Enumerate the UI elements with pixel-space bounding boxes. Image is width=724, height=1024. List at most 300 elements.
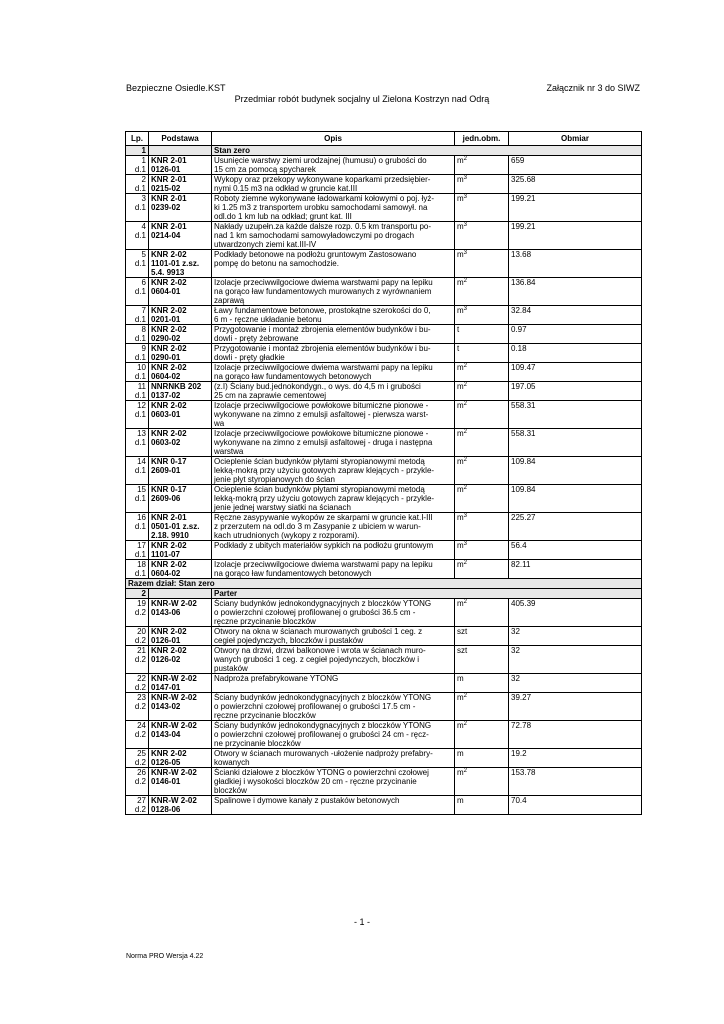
header-right: Załącznik nr 3 do SIWZ: [546, 83, 640, 93]
row-unit-cell: [455, 429, 509, 457]
table-row: [126, 250, 642, 278]
row-basis: NNRNKB 202: [151, 382, 202, 391]
row-basis: KNR 2-02: [151, 344, 187, 353]
table-row: [126, 401, 642, 429]
row-quantity: 32: [509, 674, 642, 693]
row-basis: 0290-01: [151, 353, 181, 362]
row-basis: KNR 2-02: [151, 749, 187, 758]
row-description: zaprawą: [214, 296, 245, 305]
row-unit-cell: [455, 749, 509, 768]
table-row: [126, 721, 642, 749]
column-header-basis: Podstawa: [149, 132, 212, 146]
row-description: Roboty ziemne wykonywane ładowarkami kołowymi o poj. łyż-: [214, 194, 435, 203]
row-unit-cell: [455, 194, 509, 222]
row-lp-cell: [126, 401, 149, 429]
row-lp-cell: [126, 768, 149, 796]
row-lp: d.2: [134, 758, 146, 767]
row-unit-exponent: 2: [463, 278, 468, 284]
row-lp: d.2: [134, 655, 146, 664]
row-description: odl.do 1 km lub na odkład; grunt kat. III: [214, 212, 352, 221]
row-quantity: 199.21: [509, 194, 642, 222]
row-unit-exponent: 3: [463, 194, 468, 200]
row-description: wa: [214, 419, 225, 428]
row-basis: 0146-01: [151, 777, 181, 786]
row-lp: 16: [137, 513, 146, 522]
row-lp: d.1: [134, 569, 146, 578]
row-description-cell: [212, 599, 455, 627]
row-description-cell: [212, 646, 455, 674]
row-description: Nadproża prefabrykowane YTONG: [214, 674, 339, 683]
row-basis: 0603-01: [151, 410, 181, 419]
row-basis: KNR 2-02: [151, 646, 187, 655]
row-lp: d.1: [134, 391, 146, 400]
row-basis-cell: [149, 796, 212, 815]
row-unit: m: [457, 674, 464, 683]
row-basis: 0143-06: [151, 608, 181, 617]
row-description: Nakłady uzupełn.za każde dalsze rozp. 0.5 km transportu po-: [214, 222, 432, 231]
row-basis-cell: [149, 175, 212, 194]
row-lp: 26: [137, 768, 146, 777]
table-row: [126, 599, 642, 627]
row-unit: m: [457, 541, 464, 550]
row-description-cell: [212, 222, 455, 250]
row-description: lekką-mokrą przy użyciu gotowych zapraw klejących - przykle-: [214, 466, 435, 475]
row-lp-cell: [126, 344, 149, 363]
row-description: Podkłady betonowe na podłożu gruntowym Zastosowano: [214, 250, 417, 259]
row-unit: m: [457, 156, 464, 165]
row-description: Ławy fundamentowe betonowe, prostokątne szerokości do 0,: [214, 306, 431, 315]
row-unit-cell: [455, 250, 509, 278]
row-unit-exponent: 2: [463, 599, 468, 605]
row-basis-cell: [149, 721, 212, 749]
row-description: wanych grubości 1 ceg. z cegieł pojedynczych, bloczków i: [214, 655, 419, 664]
row-description: Przygotowanie i montaż zbrojenia elementów budynków i bu-: [214, 325, 431, 334]
row-description-cell: [212, 768, 455, 796]
row-description: ręczne przycinanie bloczków: [214, 711, 316, 720]
row-unit-cell: [455, 325, 509, 344]
row-basis-cell: [149, 693, 212, 721]
row-description-cell: [212, 560, 455, 579]
row-unit: m: [457, 278, 464, 287]
row-unit-cell: [455, 363, 509, 382]
row-description: na gorąco ław fundamentowych betonowych: [214, 372, 372, 381]
row-basis: 0126-02: [151, 655, 181, 664]
row-lp-cell: [126, 721, 149, 749]
row-description: dowli - pręty żebrowane: [214, 334, 299, 343]
row-basis: 0201-01: [151, 315, 181, 324]
row-basis-cell: [149, 250, 212, 278]
row-description: z przerzutem na odl.do 3 m Zasypanie z ubiciem w warun-: [214, 522, 421, 531]
row-lp-cell: [126, 194, 149, 222]
row-unit: szt: [457, 627, 468, 636]
row-unit-exponent: 2: [463, 693, 468, 699]
row-lp: d.2: [134, 608, 146, 617]
row-description: dowli - pręty gładkie: [214, 353, 285, 362]
row-description: (z.I) Ściany bud.jednokondygn., o wys. do 4,5 m i grubości: [214, 382, 421, 391]
row-description-cell: [212, 796, 455, 815]
row-unit-exponent: 3: [463, 513, 468, 519]
row-unit-cell: [455, 646, 509, 674]
row-basis: KNR-W 2-02: [151, 768, 197, 777]
row-lp: d.1: [134, 259, 146, 268]
row-description: Izolacje przeciwwilgociowe dwiema warstwami papy na lepiku: [214, 560, 433, 569]
row-lp: 24: [137, 721, 146, 730]
row-unit-exponent: 3: [463, 541, 468, 547]
row-unit-cell: [455, 796, 509, 815]
row-unit: m: [457, 721, 464, 730]
row-description: 25 cm na zaprawie cementowej: [214, 391, 327, 400]
row-basis: KNR 2-02: [151, 429, 187, 438]
row-basis: 0604-02: [151, 372, 181, 381]
row-basis-cell: [149, 646, 212, 674]
row-lp: d.1: [134, 165, 146, 174]
row-lp: 27: [137, 796, 146, 805]
table-body: [126, 146, 642, 815]
row-description: ne przycinanie bloczków: [214, 739, 301, 748]
row-basis: 2.18. 9910: [151, 531, 189, 540]
row-description: gładkiej i wysokości bloczków 20 cm - ręczne przycinanie: [214, 777, 417, 786]
row-description-cell: [212, 457, 455, 485]
row-basis: 0239-02: [151, 203, 181, 212]
row-description: 6 m - ręczne układanie betonu: [214, 315, 322, 324]
row-quantity: 32: [509, 646, 642, 674]
table-row: [126, 485, 642, 513]
row-unit: m: [457, 599, 464, 608]
row-description: Izolacje przeciwwilgociowe dwiema warstwami papy na lepiku: [214, 278, 433, 287]
row-description: Ściany budynków jednokondygnacyjnych z bloczków YTONG: [214, 693, 432, 702]
row-basis: KNR-W 2-02: [151, 693, 197, 702]
row-basis: 2609-06: [151, 494, 181, 503]
row-basis-cell: [149, 344, 212, 363]
row-lp: 13: [137, 429, 146, 438]
row-description-cell: [212, 325, 455, 344]
row-basis-cell: [149, 278, 212, 306]
row-description: jenie jednej warstwy siatki na ścianach: [214, 503, 351, 512]
row-lp-cell: [126, 278, 149, 306]
row-basis-cell: [149, 457, 212, 485]
row-unit: m: [457, 513, 464, 522]
row-lp-cell: [126, 674, 149, 693]
row-unit-exponent: 2: [463, 457, 468, 463]
row-description: Przygotowanie i montaż zbrojenia elementów budynków i bu-: [214, 344, 431, 353]
row-quantity: 325.68: [509, 175, 642, 194]
row-basis: KNR 2-02: [151, 363, 187, 372]
row-quantity: 19.2: [509, 749, 642, 768]
row-lp: 10: [137, 363, 146, 372]
row-basis: 0604-02: [151, 569, 181, 578]
row-basis: 0126-01: [151, 165, 181, 174]
row-basis: KNR-W 2-02: [151, 796, 197, 805]
row-description: 15 cm za pomocą spycharek: [214, 165, 316, 174]
section-number: 2: [126, 589, 149, 599]
row-lp-cell: [126, 646, 149, 674]
row-basis: KNR 2-02: [151, 627, 187, 636]
row-unit-cell: [455, 513, 509, 541]
row-lp-cell: [126, 627, 149, 646]
row-basis-cell: [149, 222, 212, 250]
row-lp: d.2: [134, 683, 146, 692]
row-lp: d.1: [134, 203, 146, 212]
row-basis-cell: [149, 627, 212, 646]
row-lp: 17: [137, 541, 146, 550]
row-basis: 0603-02: [151, 438, 181, 447]
row-lp: 6: [141, 278, 146, 287]
row-unit-exponent: 3: [463, 306, 468, 312]
row-basis-cell: [149, 513, 212, 541]
row-unit-cell: [455, 156, 509, 175]
row-basis: KNR 2-01: [151, 175, 187, 184]
row-basis: KNR 2-02: [151, 560, 187, 569]
row-lp: 12: [137, 401, 146, 410]
row-basis: 0604-01: [151, 287, 181, 296]
table-row: [126, 429, 642, 457]
row-description: Podkłady z ubitych materiałów sypkich na podłożu gruntowym: [214, 541, 434, 550]
row-lp: 22: [137, 674, 146, 683]
row-description: Otwory w ścianach murowanych -ułożenie nadproży prefabry-: [214, 749, 433, 758]
row-description: utwardzonych ziemi kat.III-IV: [214, 240, 317, 249]
row-lp-cell: [126, 513, 149, 541]
page-number: - 1 -: [353, 917, 370, 927]
row-description: kowanych: [214, 758, 250, 767]
row-lp: 14: [137, 457, 146, 466]
row-description: Usunięcie warstwy ziemi urodzajnej (humusu) o grubości do: [214, 156, 427, 165]
row-description: cegieł pojedynczych, bloczków i pustaków: [214, 636, 363, 645]
row-quantity: 405.39: [509, 599, 642, 627]
row-unit-exponent: 2: [463, 429, 468, 435]
row-quantity: 32: [509, 627, 642, 646]
bill-of-quantities-table: [125, 131, 642, 815]
row-unit: m: [457, 485, 464, 494]
row-basis: 0215-02: [151, 184, 181, 193]
row-quantity: 82.11: [509, 560, 642, 579]
row-unit-cell: [455, 382, 509, 401]
row-unit: m: [457, 768, 464, 777]
row-quantity: 659: [509, 156, 642, 175]
row-quantity: 109.84: [509, 457, 642, 485]
row-basis: KNR 0-17: [151, 485, 187, 494]
row-basis-cell: [149, 560, 212, 579]
row-quantity: 72.78: [509, 721, 642, 749]
row-lp: 4: [141, 222, 146, 231]
row-basis-cell: [149, 401, 212, 429]
table-header-row: [126, 132, 642, 146]
table-row: [126, 222, 642, 250]
row-lp-cell: [126, 796, 149, 815]
row-description: warstwa: [214, 447, 244, 456]
row-unit: m: [457, 749, 464, 758]
table-row: [126, 513, 642, 541]
row-basis-cell: [149, 768, 212, 796]
row-lp-cell: [126, 175, 149, 194]
table-row: [126, 768, 642, 796]
row-unit-cell: [455, 674, 509, 693]
row-lp: d.2: [134, 730, 146, 739]
row-lp-cell: [126, 363, 149, 382]
row-lp-cell: [126, 749, 149, 768]
table-row: [126, 674, 642, 693]
row-lp-cell: [126, 325, 149, 344]
row-description: kach utrudnionych (wykopy z rozporami).: [214, 531, 360, 540]
row-basis: 0143-04: [151, 730, 181, 739]
row-unit-cell: [455, 485, 509, 513]
section-summary-row: [126, 579, 642, 589]
row-basis: KNR-W 2-02: [151, 674, 197, 683]
row-unit-cell: [455, 222, 509, 250]
row-basis-cell: [149, 156, 212, 175]
row-basis: 0147-01: [151, 683, 181, 692]
row-description: Ścianki działowe z bloczków YTONG o powierzchni czołowej: [214, 768, 429, 777]
row-quantity: 56.4: [509, 541, 642, 560]
row-description-cell: [212, 382, 455, 401]
row-basis: KNR 2-01: [151, 194, 187, 203]
row-unit-cell: [455, 560, 509, 579]
row-lp-cell: [126, 250, 149, 278]
row-unit-cell: [455, 344, 509, 363]
row-unit-exponent: 2: [463, 485, 468, 491]
row-lp-cell: [126, 485, 149, 513]
row-description: o powierzchni czołowej profilowanej o grubości 36.5 cm -: [214, 608, 416, 617]
row-basis: 0137-02: [151, 391, 181, 400]
row-unit: m: [457, 175, 464, 184]
row-lp: 3: [141, 194, 146, 203]
row-unit-cell: [455, 768, 509, 796]
row-description-cell: [212, 175, 455, 194]
row-lp-cell: [126, 560, 149, 579]
row-lp-cell: [126, 693, 149, 721]
row-description-cell: [212, 513, 455, 541]
row-basis: KNR 2-02: [151, 278, 187, 287]
row-unit: m: [457, 194, 464, 203]
row-unit-cell: [455, 721, 509, 749]
section-header-row: [126, 589, 642, 599]
row-description: Ściany budynków jednokondygnacyjnych z bloczków YTONG: [214, 721, 432, 730]
row-description: wykonywane na zimno z emulsji asfaltowej - druga i następna: [214, 438, 433, 447]
row-lp-cell: [126, 156, 149, 175]
row-description: pustaków: [214, 664, 248, 673]
table-row: [126, 560, 642, 579]
table-row: [126, 344, 642, 363]
row-basis: 0126-01: [151, 636, 181, 645]
row-unit-exponent: 3: [463, 250, 468, 256]
row-lp: d.1: [134, 410, 146, 419]
row-description-cell: [212, 363, 455, 382]
row-unit: m: [457, 222, 464, 231]
table-row: [126, 382, 642, 401]
table-row: [126, 457, 642, 485]
row-lp: d.1: [134, 353, 146, 362]
row-lp: 20: [137, 627, 146, 636]
row-basis: KNR-W 2-02: [151, 721, 197, 730]
table-row: [126, 796, 642, 815]
row-basis-cell: [149, 429, 212, 457]
row-lp: d.2: [134, 777, 146, 786]
row-description-cell: [212, 429, 455, 457]
row-quantity: 136.84: [509, 278, 642, 306]
table-row: [126, 325, 642, 344]
row-basis: 0214-04: [151, 231, 181, 240]
section-spacer: [149, 589, 212, 599]
row-basis: 1101-01 z.sz.: [151, 259, 200, 268]
row-quantity: 39.27: [509, 693, 642, 721]
row-unit-exponent: 3: [463, 175, 468, 181]
row-description-cell: [212, 194, 455, 222]
row-description-cell: [212, 401, 455, 429]
row-basis-cell: [149, 485, 212, 513]
row-unit-exponent: 2: [463, 156, 468, 162]
document-title: Przedmiar robót budynek socjalny ul Zielona Kostrzyn nad Odrą: [234, 94, 490, 104]
row-description: Ocieplenie ścian budynków płytami styropianowymi metodą: [214, 457, 425, 466]
row-lp: d.1: [134, 372, 146, 381]
row-description: Ręczne zasypywanie wykopów ze skarpami w gruncie kat.I-III: [214, 513, 433, 522]
row-lp: 9: [141, 344, 146, 353]
row-description-cell: [212, 485, 455, 513]
table-row: [126, 693, 642, 721]
row-unit-cell: [455, 401, 509, 429]
row-description: Izolacje przeciwwilgociowe powłokowe bitumiczne pionowe -: [214, 429, 429, 438]
row-unit-cell: [455, 599, 509, 627]
table-row: [126, 156, 642, 175]
row-unit: m: [457, 306, 464, 315]
section-summary: Razem dział: Stan zero: [126, 579, 642, 589]
row-basis: KNR 2-01: [151, 156, 187, 165]
row-basis-cell: [149, 599, 212, 627]
row-basis: 0126-05: [151, 758, 181, 767]
row-basis: 5.4. 9913: [151, 268, 185, 277]
row-description: Otwory na okna w ścianach murowanych grubości 1 ceg. z: [214, 627, 423, 636]
row-lp: 5: [141, 250, 146, 259]
row-basis: 2609-01: [151, 466, 181, 475]
row-basis: KNR 2-02: [151, 401, 187, 410]
row-description-cell: [212, 306, 455, 325]
row-basis-cell: [149, 749, 212, 768]
row-basis-cell: [149, 382, 212, 401]
row-unit-exponent: 3: [463, 222, 468, 228]
row-unit: t: [457, 344, 460, 353]
row-basis: 0143-02: [151, 702, 181, 711]
row-basis: KNR 2-02: [151, 306, 187, 315]
row-description: Izolacje przeciwwilgociowe powłokowe bitumiczne pionowe -: [214, 401, 429, 410]
row-lp: d.1: [134, 550, 146, 559]
column-header-unit: jedn.obm.: [455, 132, 509, 146]
row-lp: d.2: [134, 805, 146, 814]
row-basis-cell: [149, 194, 212, 222]
row-unit: m: [457, 560, 464, 569]
row-lp: 15: [137, 485, 146, 494]
row-lp: 21: [137, 646, 146, 655]
row-unit-exponent: 2: [463, 721, 468, 727]
row-lp: 18: [137, 560, 146, 569]
row-unit-cell: [455, 541, 509, 560]
row-quantity: 197.05: [509, 382, 642, 401]
row-description: na gorąco ław fundamentowych betonowych: [214, 569, 372, 578]
row-unit-cell: [455, 627, 509, 646]
row-lp: 7: [141, 306, 146, 315]
row-lp: d.2: [134, 636, 146, 645]
column-header-description: Opis: [212, 132, 455, 146]
row-description-cell: [212, 541, 455, 560]
row-basis: 1101-07: [151, 550, 180, 559]
row-quantity: 199.21: [509, 222, 642, 250]
row-quantity: 70.4: [509, 796, 642, 815]
row-description: nymi 0.15 m3 na odkład w gruncie kat.III: [214, 184, 358, 193]
row-lp: d.1: [134, 287, 146, 296]
row-lp: d.2: [134, 702, 146, 711]
row-lp: d.1: [134, 315, 146, 324]
row-description: o powierzchni czołowej profilowanej o grubości 24 cm - ręcz-: [214, 730, 429, 739]
row-description: o powierzchni czołowej profilowanej o grubości 17.5 cm -: [214, 702, 416, 711]
row-basis-cell: [149, 306, 212, 325]
table-row: [126, 627, 642, 646]
